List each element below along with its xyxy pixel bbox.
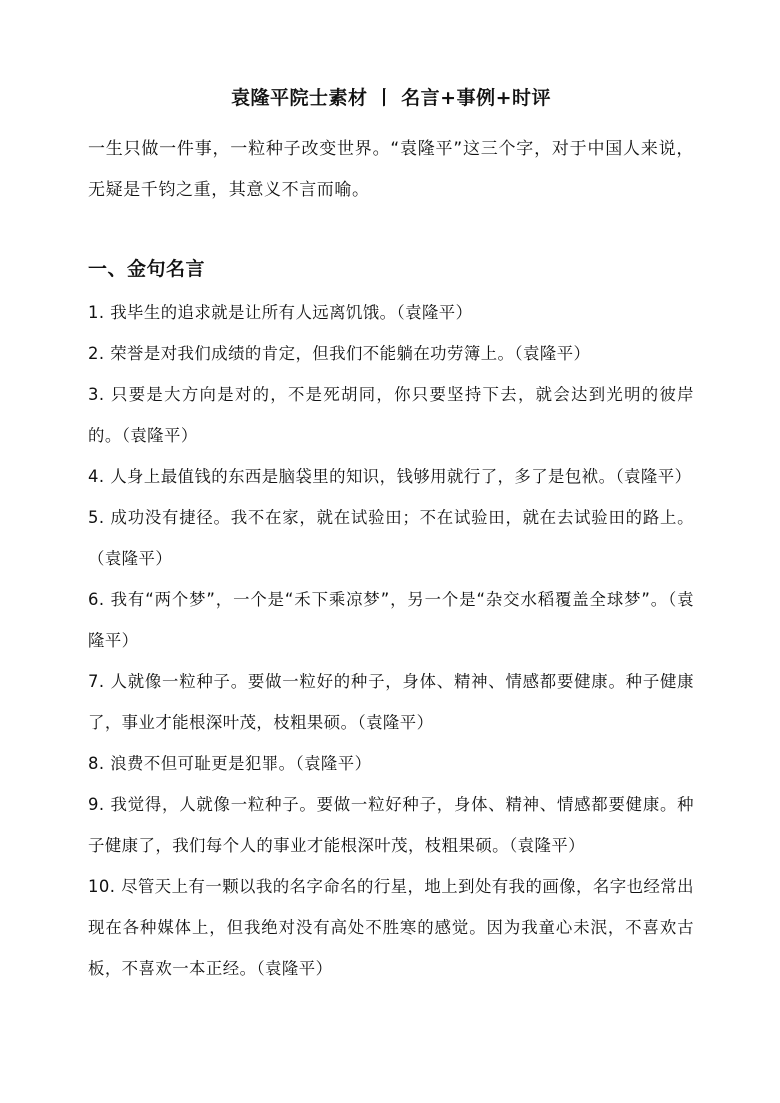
quote-item: 9. 我觉得，人就像一粒种子。要做一粒好种子，身体、精神、情感都要健康。种子健康了，我们每个人的事业才能根深叶茂，枝粗果硕。（袁隆平） <box>88 795 694 855</box>
quote-item: 10. 尽管天上有一颗以我的名字命名的行星，地上到处有我的画像，名字也经常出现在各种媒体上，但我绝对没有高处不胜寒的感觉。因为我童心未泯，不喜欢古板，不喜欢一本正经。（袁隆平） <box>88 877 694 978</box>
intro-paragraph: 一生只做一件事，一粒种子改变世界。“袁隆平”这三个字，对于中国人来说，无疑是千钧之重，其意义不言而喻。 <box>88 139 694 200</box>
quote-item: 8. 浪费不但可耻更是犯罪。（袁隆平） <box>88 754 372 773</box>
quote-item: 2. 荣誉是对我们成绩的肯定，但我们不能躺在功劳簿上。（袁隆平） <box>88 344 591 363</box>
quote-item: 6. 我有“两个梦”，一个是“禾下乘凉梦”，另一个是“杂交水稻覆盖全球梦”。（袁隆平） <box>88 590 694 650</box>
quote-item: 3. 只要是大方向是对的，不是死胡同，你只要坚持下去，就会达到光明的彼岸的。（袁隆平） <box>88 385 694 445</box>
quote-item: 7. 人就像一粒种子。要做一粒好的种子，身体、精神、情感都要健康。种子健康了，事业才能根深叶茂，枝粗果硕。（袁隆平） <box>88 672 694 732</box>
quotes-list <box>88 292 694 989</box>
document-title: 袁隆平院士素材 丨 名言+事例+时评 <box>230 87 552 109</box>
section-heading-quotes: 一、金句名言 <box>88 258 206 280</box>
quote-item: 1. 我毕生的追求就是让所有人远离饥饿。（袁隆平） <box>88 303 473 322</box>
quote-item: 5. 成功没有捷径。我不在家，就在试验田；不在试验田，就在去试验田的路上。（袁隆平） <box>88 508 694 568</box>
quote-item: 4. 人身上最值钱的东西是脑袋里的知识，钱够用就行了，多了是包袱。（袁隆平） <box>88 467 692 486</box>
